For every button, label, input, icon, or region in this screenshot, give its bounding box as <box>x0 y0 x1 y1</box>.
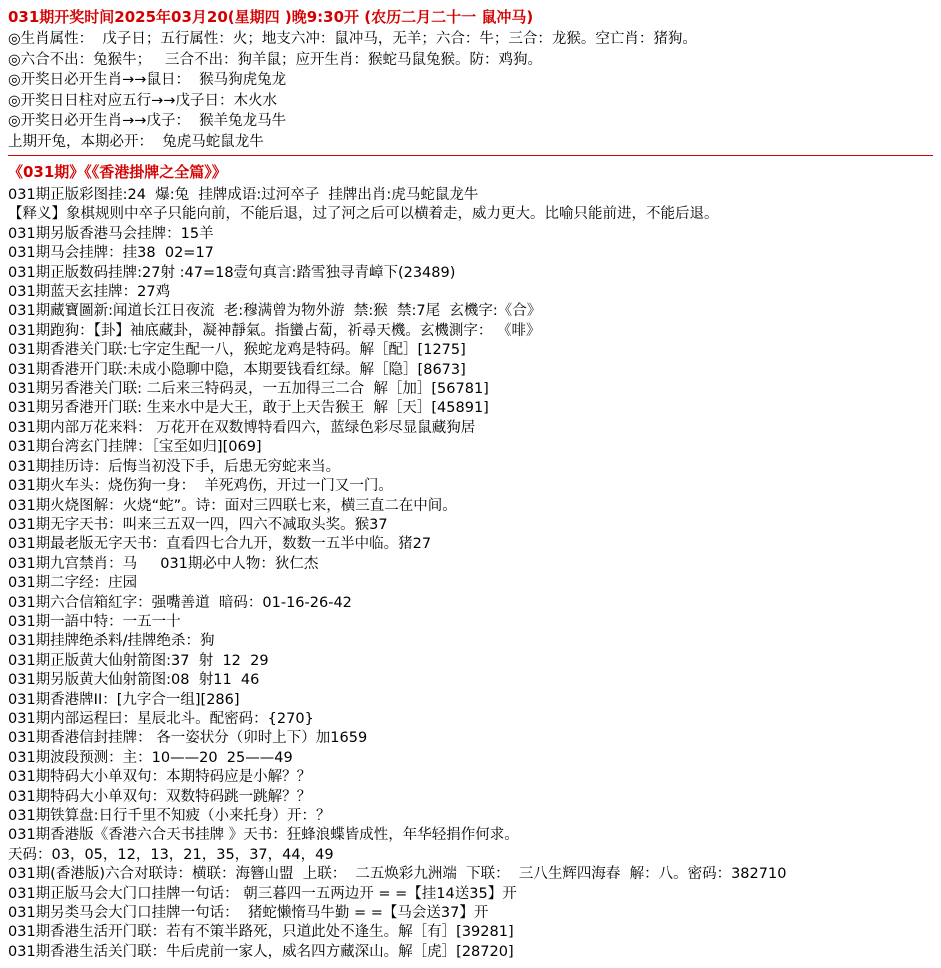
content-line: 031期铁算盘:日行千里不知疲（小来托身）开：？ <box>8 808 331 824</box>
content-line: 031期香港生活关门联：牛后虎前一家人，威名四方藏深山。解［虎］[28720] <box>8 943 514 960</box>
content-line: 031期特码大小单双句：双数特码跳一跳解？？ <box>8 788 312 805</box>
page-title: 031期开奖时间2025年03月20(星期四 )晚9:30开 (农历二月二十一 鼠冲马) <box>8 8 534 26</box>
divider <box>8 155 933 156</box>
content-line: 031期香港生活开门联：若有不策半路死，只道此处不逢生。解［有］[39281] <box>8 924 514 941</box>
content-line: 031期九宫禁肖：马 031期必中人物：狄仁杰 <box>8 555 319 572</box>
content-line: 031期正版数码挂牌:27射 :47=18壹句真言:踏雪独寻青嶂下(23489) <box>8 264 456 281</box>
content-line: 031期(香港版)六合对联诗：横联：海簪山盟 上联： 二五焕彩九洲端 下联： 三八生辉四海春 解：八。密码：382710 <box>8 866 787 883</box>
content-line: 031期挂牌绝杀料/挂牌绝杀：狗 <box>8 633 215 650</box>
content-line: 031期另香港关门联: 二后来三特码灵，一五加得三二合 解［加］[56781] <box>8 381 489 398</box>
rule-body: 六合不出：兔猴牛； 三合不出：狗羊鼠；应开生肖：猴蛇马鼠兔猴。防：鸡狗。 <box>20 51 542 68</box>
content-line: 031期台湾玄门挂牌：［宝至如归][069] <box>8 439 262 456</box>
content-line: 031期无字天书：叫来三五双一四，四六不减取头奖。猴37 <box>8 516 388 533</box>
content-line: 031期藏寶圖新:闻道长江日夜流 老:穆满曾为物外游 禁:猴 禁:7尾 玄機字:《合》 <box>8 303 542 320</box>
content-line: 031期香港关门联:七字定生配一八，猴蛇龙鸡是特码。解［配］[1275] <box>8 342 466 359</box>
content-line: 031期跑狗：【卦】袖底藏卦，凝神靜氣。指蠻占蔔，祈尋天機。玄機測字： 《啡》 <box>8 322 541 339</box>
content-line: 031期最老版无字天书：直看四七合九开，数数一五半中临。猪27 <box>8 536 432 553</box>
rules-list <box>8 29 933 152</box>
content-line: 031期内部万花来料： 万花开在双数博特看四六，蓝绿色彩尽显鼠藏狗居 <box>8 419 476 436</box>
rule-line <box>8 132 933 153</box>
content-line: 031期另版香港马会挂牌：15羊 <box>8 225 214 242</box>
rule-line <box>8 29 933 50</box>
rule-body: 上期开兔，本期必开： 兔虎马蛇鼠龙牛 <box>8 133 264 150</box>
content-line: 031期香港开门联:未成小隐聊中隐，本期要钱看红绿。解［隐］[8673] <box>8 361 466 378</box>
rule-body: 开奖日日柱对应五行→→戊子日：木火水 <box>20 92 277 109</box>
content-line: 031期特码大小单双句：本期特码应是小解？？ <box>8 769 312 786</box>
rule-text: ◎ <box>8 72 21 88</box>
content-line: 【释义】象棋规则中卒子只能向前，不能后退，过了河之后可以横着走，威力更大。比喻只能前进，不能后退。 <box>8 206 719 223</box>
rule-text: ◎ <box>8 31 21 47</box>
content-line: 031期香港版《香港六合天书挂牌 》天书：狂蜂浪蝶皆成性，年华轻捐作何求。 <box>8 827 519 844</box>
rule-line <box>8 50 933 71</box>
rule-line <box>8 91 933 112</box>
rule-text: ◎ <box>8 113 21 129</box>
rule-line <box>8 70 933 91</box>
content-line: 031期二字经：庄园 <box>8 575 138 592</box>
content-line: 031期另版黄大仙射箭图:08 射11 46 <box>8 672 260 689</box>
content-line: 031期马会挂牌：挂38 02=17 <box>8 245 214 262</box>
content-line: 031期波段预测：主：10——20 25——49 <box>8 749 293 766</box>
content-line: 031期另类马会大门口挂牌一句话： 猪蛇懒惰马牛勤 = =【马会送37】开 <box>8 905 489 922</box>
content-line: 031期香港牌II：[九字合一组][286] <box>8 691 240 708</box>
content-line: 031期香港信封挂牌： 各一姿状分（卯时上下）加1659 <box>8 730 368 747</box>
content-line: 031期内部运程曰：星辰北斗。配密码：{270} <box>8 710 314 727</box>
content-line: 031期另香港开门联: 生来水中是大王，敢于上天告猴王 解［天］[45891] <box>8 400 489 417</box>
content-line: 031期正版彩图挂:24 爆:兔 挂牌成语:过河卒子 挂牌出肖:虎马蛇鼠龙牛 <box>8 187 479 203</box>
content-lines <box>8 186 933 962</box>
rule-line <box>8 111 933 132</box>
content-line: 031期火车头：烧伤狗一身： 羊死鸡伤，开过一门又一门。 <box>8 478 393 495</box>
content-line: 031期正版黄大仙射箭图:37 射 12 29 <box>8 652 269 669</box>
content-line: 031期正版马会大门口挂牌一句话： 朝三暮四一五两边开 = =【挂14送35】开 <box>8 885 517 902</box>
rule-body: 生肖属性： 戊子日；五行属性：火；地支六冲：鼠冲马，无羊；六合：牛；三合：龙猴。空亡肖：猪狗。 <box>20 31 697 47</box>
rule-text: ◎ <box>8 92 21 109</box>
content-line: 031期蓝天玄挂牌：27鸡 <box>8 284 171 301</box>
section-title: 《031期》《《香港掛牌之全篇》》 <box>8 163 227 181</box>
content-line: 031期火烧图解：火烧“蛇”。诗：面对三四联七来，横三直二在中间。 <box>8 497 457 514</box>
rule-text: ◎ <box>8 51 21 68</box>
content-line: 031期挂历诗：后悔当初没下手，后患无穷蛇来当。 <box>8 458 341 475</box>
rule-body: 开奖日必开生肖→→戊子： 猴羊兔龙马牛 <box>20 113 287 129</box>
rule-body: 开奖日必开生肖→→鼠日： 猴马狗虎兔龙 <box>20 72 287 88</box>
content-line: 031期一語中特：一五一十 <box>8 613 181 630</box>
content-line: 031期六合信箱紅字：强嘴善道 暗码：01-16-26-42 <box>8 594 352 611</box>
content-line: 天码：03，05，12，13，21，35，37，44，49 <box>8 846 334 863</box>
